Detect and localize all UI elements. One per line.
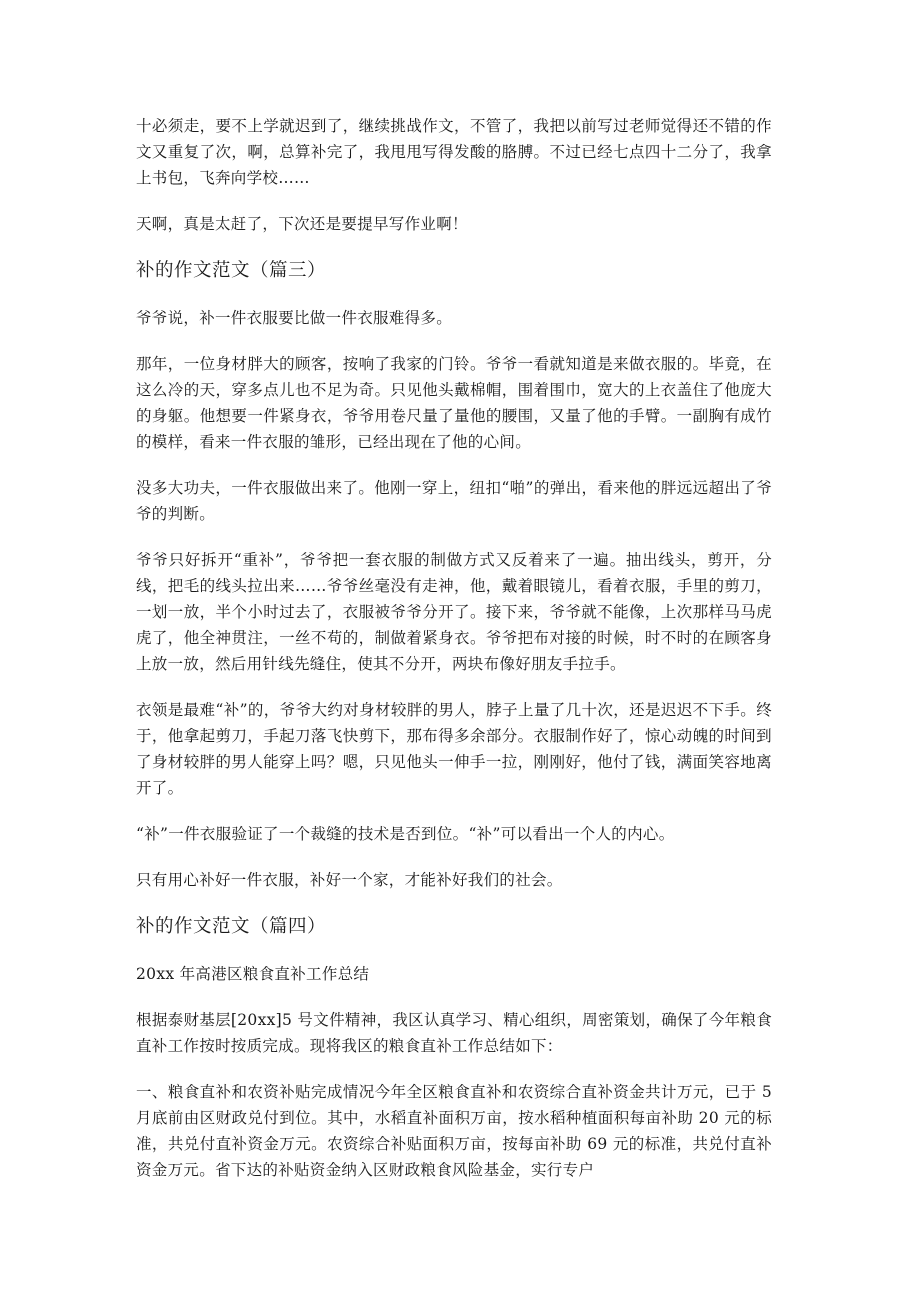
paragraph: “补”一件衣服验证了一个裁缝的技术是否到位。“补”可以看出一个人的内心。 [136, 825, 675, 843]
paragraph: 十必须走，要不上学就迟到了，继续挑战作文，不管了，我把以前写过老师觉得还不错的作文又重复了次，啊，总算补完了，我甩甩写得发酸的胳膊。不过已经七点四十二分了，我拿上书包，飞奔向学校…… [136, 117, 772, 187]
section-heading: 补的作文范文（篇四） [136, 916, 327, 937]
paragraph: 没多大功夫，一件衣服做出来了。他刚一穿上，纽扣“啪”的弹出，看来他的胖远远超出了爷爷的判断。 [136, 479, 772, 523]
paragraph: 爷爷说，补一件衣服要比做一件衣服难得多。 [136, 309, 453, 327]
paragraph: 20xx 年高港区粮食直补工作总结 [136, 965, 370, 983]
paragraph: 那年，一位身材胖大的顾客，按响了我家的门铃。爷爷一看就知道是来做衣服的。毕竟，在这么冷的天，穿多点儿也不足为奇。只见他头戴棉帽，围着围巾，宽大的上衣盖住了他庞大的身躯。他想要一件紧身衣，爷爷用卷尺量了量他的腰围，又量了他的手臂。一副胸有成竹的模样，看来一件衣服的雏形，已经出现在了他的心间。 [136, 355, 772, 451]
section-heading: 补的作文范文（篇三） [136, 260, 327, 281]
paragraph: 根据泰财基层[20xx]5 号文件精神，我区认真学习、精心组织，周密策划，确保了今年粮食直补工作按时按质完成。现将我区的粮食直补工作总结如下： [136, 1011, 772, 1055]
paragraph: 一、粮食直补和农资补贴完成情况今年全区粮食直补和农资综合直补资金共计万元，已于 5 月底前由区财政兑付到位。其中，水稻直补面积万亩，按水稻种植面积每亩补助 20 元的标准，共兑付直补资金万元。农资综合补贴面积万亩，按每亩补助 69 元的标准，共兑付直补资金万元。省下达的补贴资金纳入区财政粮食风险基金，实行专户 [136, 1083, 772, 1179]
paragraph: 只有用心补好一件衣服，补好一个家，才能补好我们的社会。 [136, 871, 563, 889]
paragraph: 衣领是最难“补”的，爷爷大约对身材较胖的男人，脖子上量了几十次，还是迟迟不下手。终于，他拿起剪刀，手起刀落飞快剪下，那布得多余部分。衣服制作好了，惊心动魄的时间到了身材较胖的男人能穿上吗？嗯，只见他头一伸手一拉，刚刚好，他付了钱，满面笑容地离开了。 [136, 701, 772, 797]
document-page [136, 113, 772, 1203]
paragraph: 爷爷只好拆开“重补”，爷爷把一套衣服的制做方式又反着来了一遍。抽出线头，剪开，分线，把毛的线头拉出来……爷爷丝毫没有走神，他，戴着眼镜儿，看着衣服，手里的剪刀，一划一放，半个小时过去了，衣服被爷爷分开了。接下来，爷爷就不能像，上次那样马马虎虎了，他全神贯注，一丝不苟的，制做着紧身衣。爷爷把布对接的时候，时不时的在顾客身上放一放，然后用针线先缝住，使其不分开，两块布像好朋友手拉手。 [136, 551, 772, 673]
paragraph: 天啊，真是太赶了，下次还是要提早写作业啊！ [136, 215, 468, 233]
